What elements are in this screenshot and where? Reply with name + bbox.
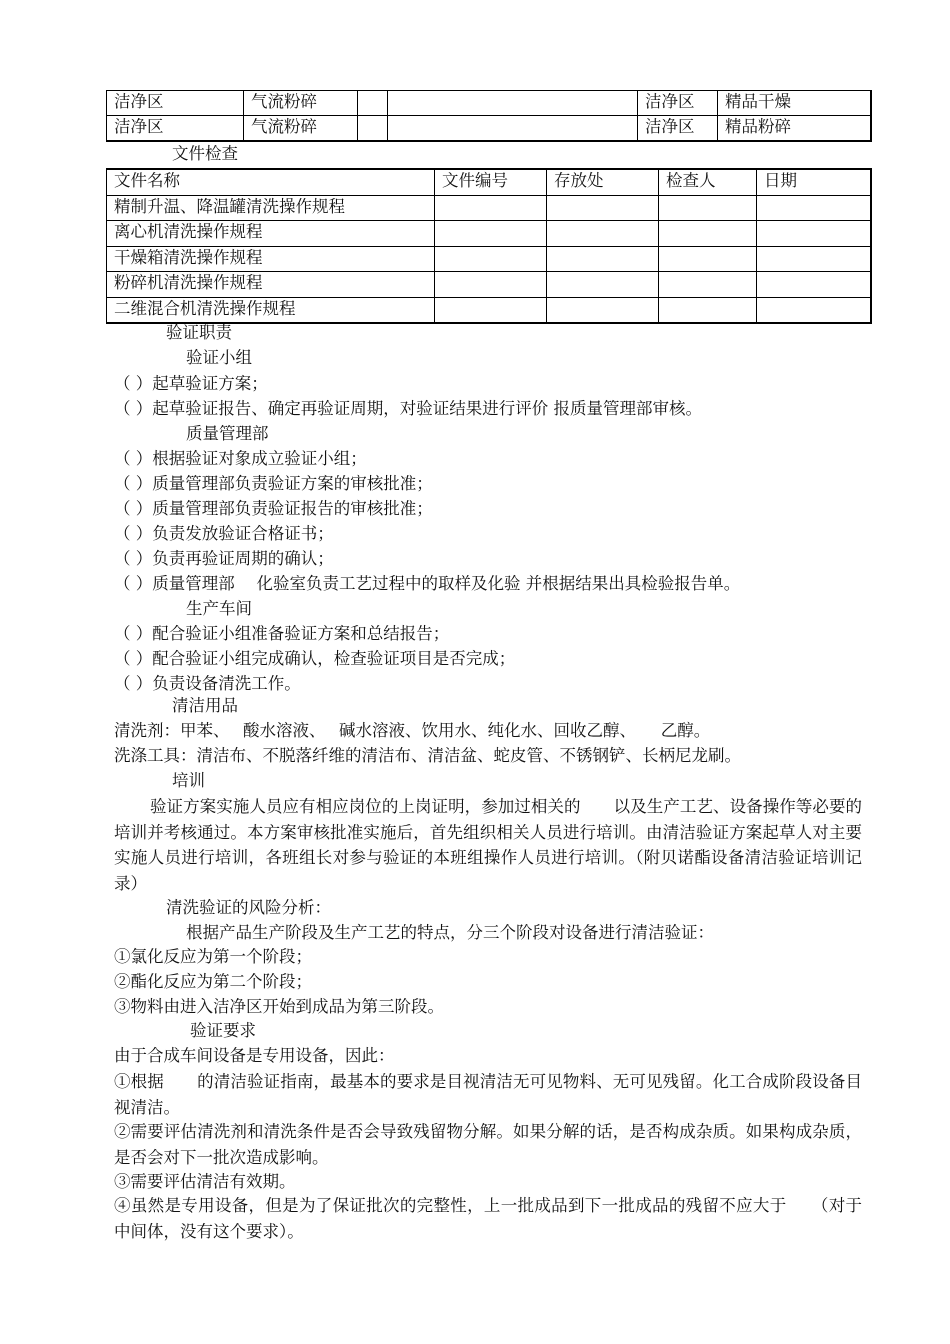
column-header: 存放处 xyxy=(547,169,659,195)
table-cell: 精品干燥 xyxy=(718,91,871,116)
table-cell xyxy=(435,221,547,247)
table-cell xyxy=(547,195,659,221)
list-item: ①根据 的清洁验证指南，最基本的要求是目视清洁无可见物料、无可见残留。化工合成阶段设备目视清洁。 xyxy=(114,1072,862,1117)
list-item: （ ）配合验证小组准备验证方案和总结报告； xyxy=(114,624,450,643)
tools-text: 洗涤工具：清洁布、不脱落纤维的清洁布、清洁盆、蛇皮管、不锈钢铲、长柄尼龙刷。 xyxy=(114,746,741,765)
table-cell xyxy=(435,195,547,221)
supplies-heading: 清洁用品 xyxy=(172,696,238,715)
table-cell xyxy=(757,272,871,298)
list-item: （ ）质量管理部负责验证报告的审核批准； xyxy=(114,499,433,518)
table-cell: 洁净区 xyxy=(638,91,718,116)
table-cell xyxy=(757,195,871,221)
table-cell xyxy=(435,272,547,298)
table-cell: 精品粉碎 xyxy=(718,116,871,142)
table-cell xyxy=(757,297,871,323)
list-item: ③物料由进入洁净区开始到成品为第三阶段。 xyxy=(114,997,444,1016)
table-cell xyxy=(435,246,547,272)
table-cell: 精制升温、降温罐清洗操作规程 xyxy=(107,195,435,221)
doc-check-heading: 文件检查 xyxy=(172,144,238,163)
table-cell: 气流粉碎 xyxy=(244,91,358,116)
table-cell: 二维混合机清洗操作规程 xyxy=(107,297,435,323)
list-item: （ ）负责设备清洗工作。 xyxy=(114,674,301,693)
table-cell xyxy=(659,272,757,298)
list-item: ③需要评估清洁有效期。 xyxy=(114,1172,296,1191)
risk-heading: 清洗验证的风险分析： xyxy=(166,898,331,917)
table-cell: 气流粉碎 xyxy=(244,116,358,142)
list-item: （ ）配合验证小组完成确认，检查验证项目是否完成； xyxy=(114,649,516,668)
area-table xyxy=(106,90,872,142)
table-cell xyxy=(547,272,659,298)
list-item: （ ）起草验证报告、确定再验证周期，对验证结果进行评价 报质量管理部审核。 xyxy=(114,399,702,418)
table-cell: 干燥箱清洗操作规程 xyxy=(107,246,435,272)
table-row xyxy=(107,272,871,298)
column-header: 检查人 xyxy=(659,169,757,195)
group-heading: 验证小组 xyxy=(186,348,252,367)
table-cell xyxy=(659,297,757,323)
table-cell: 洁净区 xyxy=(107,116,244,142)
requirements-heading: 验证要求 xyxy=(190,1021,256,1040)
workshop-heading: 生产车间 xyxy=(186,599,252,618)
table-cell: 离心机清洗操作规程 xyxy=(107,221,435,247)
table-cell xyxy=(358,91,388,116)
requirements-intro: 由于合成车间设备是专用设备，因此： xyxy=(114,1046,395,1065)
list-item: （ ）起草验证方案； xyxy=(114,374,268,393)
duties-heading: 验证职责 xyxy=(166,323,232,342)
table-cell: 洁净区 xyxy=(107,91,244,116)
table-cell xyxy=(388,116,638,142)
table-cell xyxy=(435,297,547,323)
list-item: （ ）质量管理部负责验证方案的审核批准； xyxy=(114,474,433,493)
qa-heading: 质量管理部 xyxy=(186,424,269,443)
table-cell xyxy=(757,221,871,247)
list-item: ②酯化反应为第二个阶段； xyxy=(114,972,312,991)
table-cell: 洁净区 xyxy=(638,116,718,142)
table-cell xyxy=(388,91,638,116)
table-row xyxy=(107,297,871,323)
table-cell xyxy=(659,246,757,272)
list-item: ②需要评估清洗剂和清洗条件是否会导致残留物分解。如果分解的话，是否构成杂质。如果构成杂质，是否会对下一批次造成影响。 xyxy=(114,1122,862,1167)
table-header-row xyxy=(107,169,871,195)
table-cell xyxy=(757,246,871,272)
table-row xyxy=(107,221,871,247)
list-item: （ ）质量管理部 化验室负责工艺过程中的取样及化验 并根据结果出具检验报告单。 xyxy=(114,574,741,593)
table-row xyxy=(107,116,871,142)
table-cell xyxy=(547,246,659,272)
table-cell xyxy=(659,221,757,247)
list-item: （ ）根据验证对象成立验证小组； xyxy=(114,449,367,468)
list-item: ①氯化反应为第一个阶段； xyxy=(114,947,312,966)
table-cell xyxy=(547,221,659,247)
table-cell xyxy=(659,195,757,221)
training-paragraph: 验证方案实施人员应有相应岗位的上岗证明，参加过相关的 以及生产工艺、设备操作等必要的培训并考核通过。本方案审核批准实施后，首先组织相关人员进行培训。由清洁验证方案起草人对主要实施人员进行培训，各班组长对参与验证的本班组操作人员进行培训。（附贝诺酯设备清洁验证培训记录） xyxy=(114,797,862,893)
column-header: 文件名称 xyxy=(107,169,435,195)
doc-check-table xyxy=(106,168,872,324)
training-heading: 培训 xyxy=(172,771,205,790)
detergents-text: 清洗剂：甲苯、 酸水溶液、 碱水溶液、饮用水、纯化水、回收乙醇、 乙醇。 xyxy=(114,721,711,740)
table-row xyxy=(107,91,871,116)
column-header: 日期 xyxy=(757,169,871,195)
risk-intro: 根据产品生产阶段及生产工艺的特点，分三个阶段对设备进行清洁验证： xyxy=(186,923,714,942)
column-header: 文件编号 xyxy=(435,169,547,195)
table-row xyxy=(107,246,871,272)
table-cell: 粉碎机清洗操作规程 xyxy=(107,272,435,298)
list-item: ④虽然是专用设备，但是为了保证批次的完整性，上一批成品到下一批成品的残留不应大于 （对于中间体，没有这个要求）。 xyxy=(114,1196,862,1241)
list-item: （ ）负责再验证周期的确认； xyxy=(114,549,334,568)
table-cell xyxy=(358,116,388,142)
list-item: （ ）负责发放验证合格证书； xyxy=(114,524,334,543)
table-row xyxy=(107,195,871,221)
table-cell xyxy=(547,297,659,323)
